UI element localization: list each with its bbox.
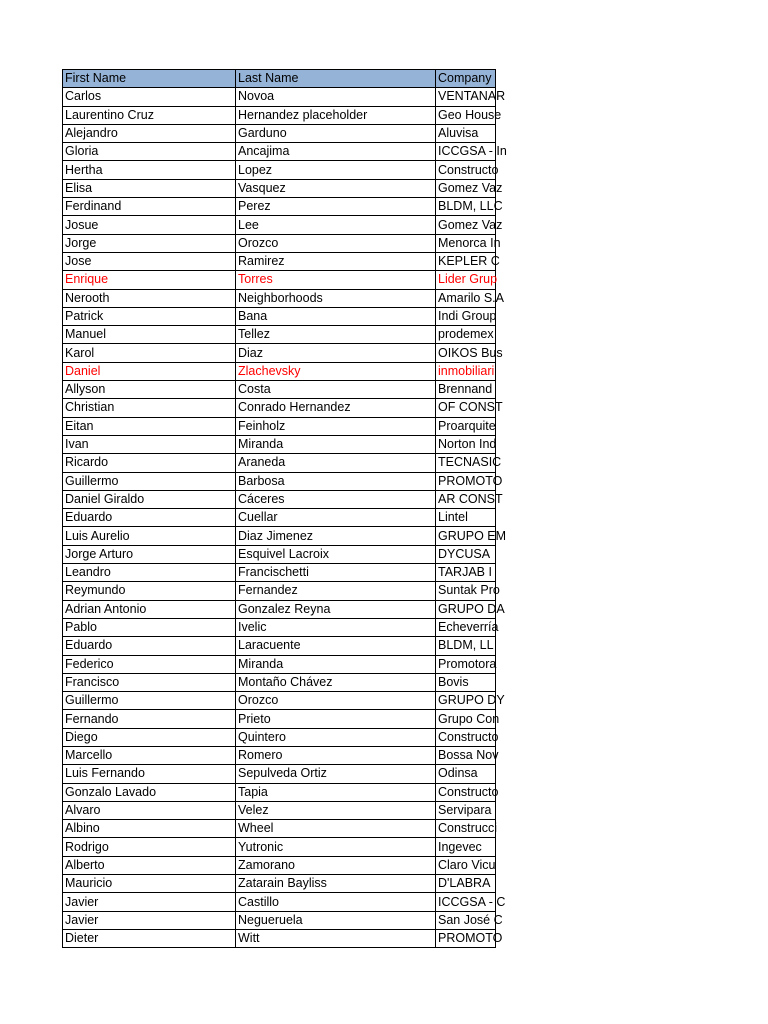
first-name-cell[interactable]: Christian: [63, 399, 236, 417]
table-row: [63, 216, 496, 234]
first-name-cell[interactable]: Elisa: [63, 179, 236, 197]
company-cell[interactable]: Constructo: [436, 728, 496, 746]
table-row: [63, 362, 496, 380]
first-name-cell[interactable]: Carlos: [63, 88, 236, 106]
company-cell[interactable]: Promotora: [436, 655, 496, 673]
table-row: [63, 875, 496, 893]
last-name-cell[interactable]: Miranda: [236, 655, 436, 673]
first-name-cell[interactable]: Rodrigo: [63, 838, 236, 856]
company-cell[interactable]: OF CONST: [436, 399, 496, 417]
last-name-cell[interactable]: Diaz Jimenez: [236, 527, 436, 545]
table-row: [63, 692, 496, 710]
table-row: [63, 161, 496, 179]
first-name-cell[interactable]: Gloria: [63, 143, 236, 161]
table-row: [63, 252, 496, 270]
last-name-cell[interactable]: Torres: [236, 271, 436, 289]
table-row: [63, 289, 496, 307]
company-cell[interactable]: Servipara: [436, 801, 496, 819]
company-cell[interactable]: VENTANAR: [436, 88, 496, 106]
first-name-cell[interactable]: Guillermo: [63, 472, 236, 490]
table-row: [63, 417, 496, 435]
company-cell[interactable]: Aluvisa: [436, 124, 496, 142]
company-cell[interactable]: KEPLER C: [436, 252, 496, 270]
company-cell[interactable]: Menorca In: [436, 234, 496, 252]
last-name-cell[interactable]: Wheel: [236, 820, 436, 838]
first-name-cell[interactable]: Patrick: [63, 307, 236, 325]
first-name-cell[interactable]: Alejandro: [63, 124, 236, 142]
last-name-cell[interactable]: Zatarain Bayliss: [236, 875, 436, 893]
first-name-cell[interactable]: Albino: [63, 820, 236, 838]
last-name-cell[interactable]: Romero: [236, 746, 436, 764]
first-name-cell[interactable]: Guillermo: [63, 692, 236, 710]
last-name-cell[interactable]: Fernandez: [236, 582, 436, 600]
last-name-cell[interactable]: Cuellar: [236, 509, 436, 527]
first-name-cell[interactable]: Eitan: [63, 417, 236, 435]
last-name-cell[interactable]: Quintero: [236, 728, 436, 746]
last-name-cell[interactable]: Tapia: [236, 783, 436, 801]
company-cell[interactable]: San José C: [436, 911, 496, 929]
header-last-name[interactable]: Last Name: [236, 70, 436, 88]
company-cell[interactable]: ICCGSA - In: [436, 143, 496, 161]
last-name-cell[interactable]: Zlachevsky: [236, 362, 436, 380]
first-name-cell[interactable]: Eduardo: [63, 637, 236, 655]
first-name-cell[interactable]: Eduardo: [63, 509, 236, 527]
last-name-cell[interactable]: Vasquez: [236, 179, 436, 197]
table-row: [63, 783, 496, 801]
company-cell[interactable]: GRUPO EM: [436, 527, 496, 545]
first-name-cell[interactable]: Luis Aurelio: [63, 527, 236, 545]
first-name-cell[interactable]: Pablo: [63, 618, 236, 636]
first-name-cell[interactable]: Laurentino Cruz: [63, 106, 236, 124]
company-cell[interactable]: Gomez Vaz: [436, 216, 496, 234]
company-cell[interactable]: Bovis: [436, 673, 496, 691]
company-cell[interactable]: Suntak Pro: [436, 582, 496, 600]
first-name-cell[interactable]: Dieter: [63, 929, 236, 947]
company-cell[interactable]: inmobiliari: [436, 362, 496, 380]
company-cell[interactable]: Grupo Con: [436, 710, 496, 728]
last-name-cell[interactable]: Miranda: [236, 435, 436, 453]
table-row: [63, 88, 496, 106]
first-name-cell[interactable]: Leandro: [63, 564, 236, 582]
table-row: [63, 618, 496, 636]
last-name-cell[interactable]: Lee: [236, 216, 436, 234]
table-row: [63, 271, 496, 289]
last-name-cell[interactable]: Esquivel Lacroix: [236, 545, 436, 563]
company-cell[interactable]: Claro Vicu: [436, 856, 496, 874]
last-name-cell[interactable]: Orozco: [236, 234, 436, 252]
table-row: [63, 307, 496, 325]
last-name-cell[interactable]: Ancajima: [236, 143, 436, 161]
first-name-cell[interactable]: Francisco: [63, 673, 236, 691]
table-row: [63, 582, 496, 600]
table-row: [63, 710, 496, 728]
table-row: [63, 490, 496, 508]
first-name-cell[interactable]: Karol: [63, 344, 236, 362]
first-name-cell[interactable]: Jose: [63, 252, 236, 270]
company-cell[interactable]: BLDM, LL: [436, 637, 496, 655]
table-row: [63, 326, 496, 344]
company-cell[interactable]: Indi Group: [436, 307, 496, 325]
table-row: [63, 124, 496, 142]
table-row: [63, 801, 496, 819]
table-row: [63, 564, 496, 582]
first-name-cell[interactable]: Alberto: [63, 856, 236, 874]
first-name-cell[interactable]: Federico: [63, 655, 236, 673]
last-name-cell[interactable]: Neighborhoods: [236, 289, 436, 307]
last-name-cell[interactable]: Ramirez: [236, 252, 436, 270]
table-row: [63, 929, 496, 947]
first-name-cell[interactable]: Nerooth: [63, 289, 236, 307]
last-name-cell[interactable]: Garduno: [236, 124, 436, 142]
table-row: [63, 838, 496, 856]
company-cell[interactable]: Constructo: [436, 161, 496, 179]
last-name-cell[interactable]: Diaz: [236, 344, 436, 362]
table-row: [63, 728, 496, 746]
company-cell[interactable]: OIKOS Bus: [436, 344, 496, 362]
header-company[interactable]: Company: [436, 70, 496, 88]
company-cell[interactable]: GRUPO DA: [436, 600, 496, 618]
last-name-cell[interactable]: Laracuente: [236, 637, 436, 655]
table-row: [63, 637, 496, 655]
first-name-cell[interactable]: Marcello: [63, 746, 236, 764]
company-cell[interactable]: Echeverría: [436, 618, 496, 636]
first-name-cell[interactable]: Manuel: [63, 326, 236, 344]
company-cell[interactable]: Lider Grup: [436, 271, 496, 289]
last-name-cell[interactable]: Bana: [236, 307, 436, 325]
first-name-cell[interactable]: Jorge: [63, 234, 236, 252]
first-name-cell[interactable]: Fernando: [63, 710, 236, 728]
first-name-cell[interactable]: Javier: [63, 893, 236, 911]
table-row: [63, 765, 496, 783]
last-name-cell[interactable]: Perez: [236, 198, 436, 216]
table-row: [63, 399, 496, 417]
last-name-cell[interactable]: Prieto: [236, 710, 436, 728]
last-name-cell[interactable]: Velez: [236, 801, 436, 819]
table-row: [63, 545, 496, 563]
first-name-cell[interactable]: Ivan: [63, 435, 236, 453]
last-name-cell[interactable]: Ivelic: [236, 618, 436, 636]
last-name-cell[interactable]: Francischetti: [236, 564, 436, 582]
table-row: [63, 381, 496, 399]
company-cell[interactable]: Norton Ind: [436, 435, 496, 453]
table-row: [63, 655, 496, 673]
first-name-cell[interactable]: Allyson: [63, 381, 236, 399]
company-cell[interactable]: Ingevec: [436, 838, 496, 856]
last-name-cell[interactable]: Yutronic: [236, 838, 436, 856]
table-row: [63, 509, 496, 527]
company-cell[interactable]: TARJAB I: [436, 564, 496, 582]
company-cell[interactable]: ICCGSA - C: [436, 893, 496, 911]
company-cell[interactable]: Bossa Nov: [436, 746, 496, 764]
table-row: [63, 106, 496, 124]
header-row: [63, 70, 496, 88]
first-name-cell[interactable]: Gonzalo Lavado: [63, 783, 236, 801]
last-name-cell[interactable]: Hernandez placeholder: [236, 106, 436, 124]
table-body: [63, 88, 507, 948]
table-row: [63, 527, 496, 545]
table-row: [63, 893, 496, 911]
company-cell[interactable]: TECNASIC: [436, 454, 496, 472]
company-cell[interactable]: prodemex: [436, 326, 496, 344]
table-row: [63, 179, 496, 197]
first-name-cell[interactable]: Adrian Antonio: [63, 600, 236, 618]
table-row: [63, 234, 496, 252]
last-name-cell[interactable]: Araneda: [236, 454, 436, 472]
last-name-cell[interactable]: Costa: [236, 381, 436, 399]
last-name-cell[interactable]: Castillo: [236, 893, 436, 911]
company-cell[interactable]: DYCUSA: [436, 545, 496, 563]
last-name-cell[interactable]: Gonzalez Reyna: [236, 600, 436, 618]
company-cell[interactable]: D'LABRA: [436, 875, 496, 893]
table-row: [63, 198, 496, 216]
first-name-cell[interactable]: Javier: [63, 911, 236, 929]
first-name-cell[interactable]: Reymundo: [63, 582, 236, 600]
table-header: [63, 70, 496, 88]
last-name-cell[interactable]: Conrado Hernandez: [236, 399, 436, 417]
header-first-name[interactable]: First Name: [63, 70, 236, 88]
first-name-cell[interactable]: Enrique: [63, 271, 236, 289]
table-row: [63, 673, 496, 691]
last-name-cell[interactable]: Witt: [236, 929, 436, 947]
last-name-cell[interactable]: Tellez: [236, 326, 436, 344]
last-name-cell[interactable]: Cáceres: [236, 490, 436, 508]
first-name-cell[interactable]: Ricardo: [63, 454, 236, 472]
last-name-cell[interactable]: Barbosa: [236, 472, 436, 490]
company-cell[interactable]: Constructo: [436, 783, 496, 801]
table-row: [63, 856, 496, 874]
last-name-cell[interactable]: Montaño Chávez: [236, 673, 436, 691]
company-cell[interactable]: Proarquite: [436, 417, 496, 435]
first-name-cell[interactable]: Jorge Arturo: [63, 545, 236, 563]
company-cell[interactable]: AR CONST: [436, 490, 496, 508]
first-name-cell[interactable]: Josue: [63, 216, 236, 234]
first-name-cell[interactable]: Luis Fernando: [63, 765, 236, 783]
table-row: [63, 820, 496, 838]
company-cell[interactable]: PROMOTO: [436, 472, 496, 490]
company-cell[interactable]: Odinsa: [436, 765, 496, 783]
company-cell[interactable]: Lintel: [436, 509, 496, 527]
first-name-cell[interactable]: Hertha: [63, 161, 236, 179]
last-name-cell[interactable]: Zamorano: [236, 856, 436, 874]
first-name-cell[interactable]: Ferdinand: [63, 198, 236, 216]
table-row: [63, 472, 496, 490]
company-cell[interactable]: BLDM, LLC: [436, 198, 496, 216]
last-name-cell[interactable]: Feinholz: [236, 417, 436, 435]
company-cell[interactable]: Amarilo S.A: [436, 289, 496, 307]
company-cell[interactable]: Gomez Vaz: [436, 179, 496, 197]
table-row: [63, 911, 496, 929]
table-row: [63, 143, 496, 161]
last-name-cell[interactable]: Novoa: [236, 88, 436, 106]
last-name-cell[interactable]: Negueruela: [236, 911, 436, 929]
table-row: [63, 344, 496, 362]
company-cell[interactable]: Construcci: [436, 820, 496, 838]
company-cell[interactable]: PROMOTO: [436, 929, 496, 947]
last-name-cell[interactable]: Sepulveda Ortiz: [236, 765, 436, 783]
table-row: [63, 454, 496, 472]
company-cell[interactable]: GRUPO DY: [436, 692, 496, 710]
first-name-cell[interactable]: Mauricio: [63, 875, 236, 893]
table-row: [63, 746, 496, 764]
first-name-cell[interactable]: Daniel: [63, 362, 236, 380]
company-cell[interactable]: Geo House: [436, 106, 496, 124]
first-name-cell[interactable]: Alvaro: [63, 801, 236, 819]
last-name-cell[interactable]: Orozco: [236, 692, 436, 710]
first-name-cell[interactable]: Diego: [63, 728, 236, 746]
contacts-table: [62, 69, 507, 948]
table-row: [63, 600, 496, 618]
last-name-cell[interactable]: Lopez: [236, 161, 436, 179]
company-cell[interactable]: Brennand: [436, 381, 496, 399]
table-row: [63, 435, 496, 453]
first-name-cell[interactable]: Daniel Giraldo: [63, 490, 236, 508]
